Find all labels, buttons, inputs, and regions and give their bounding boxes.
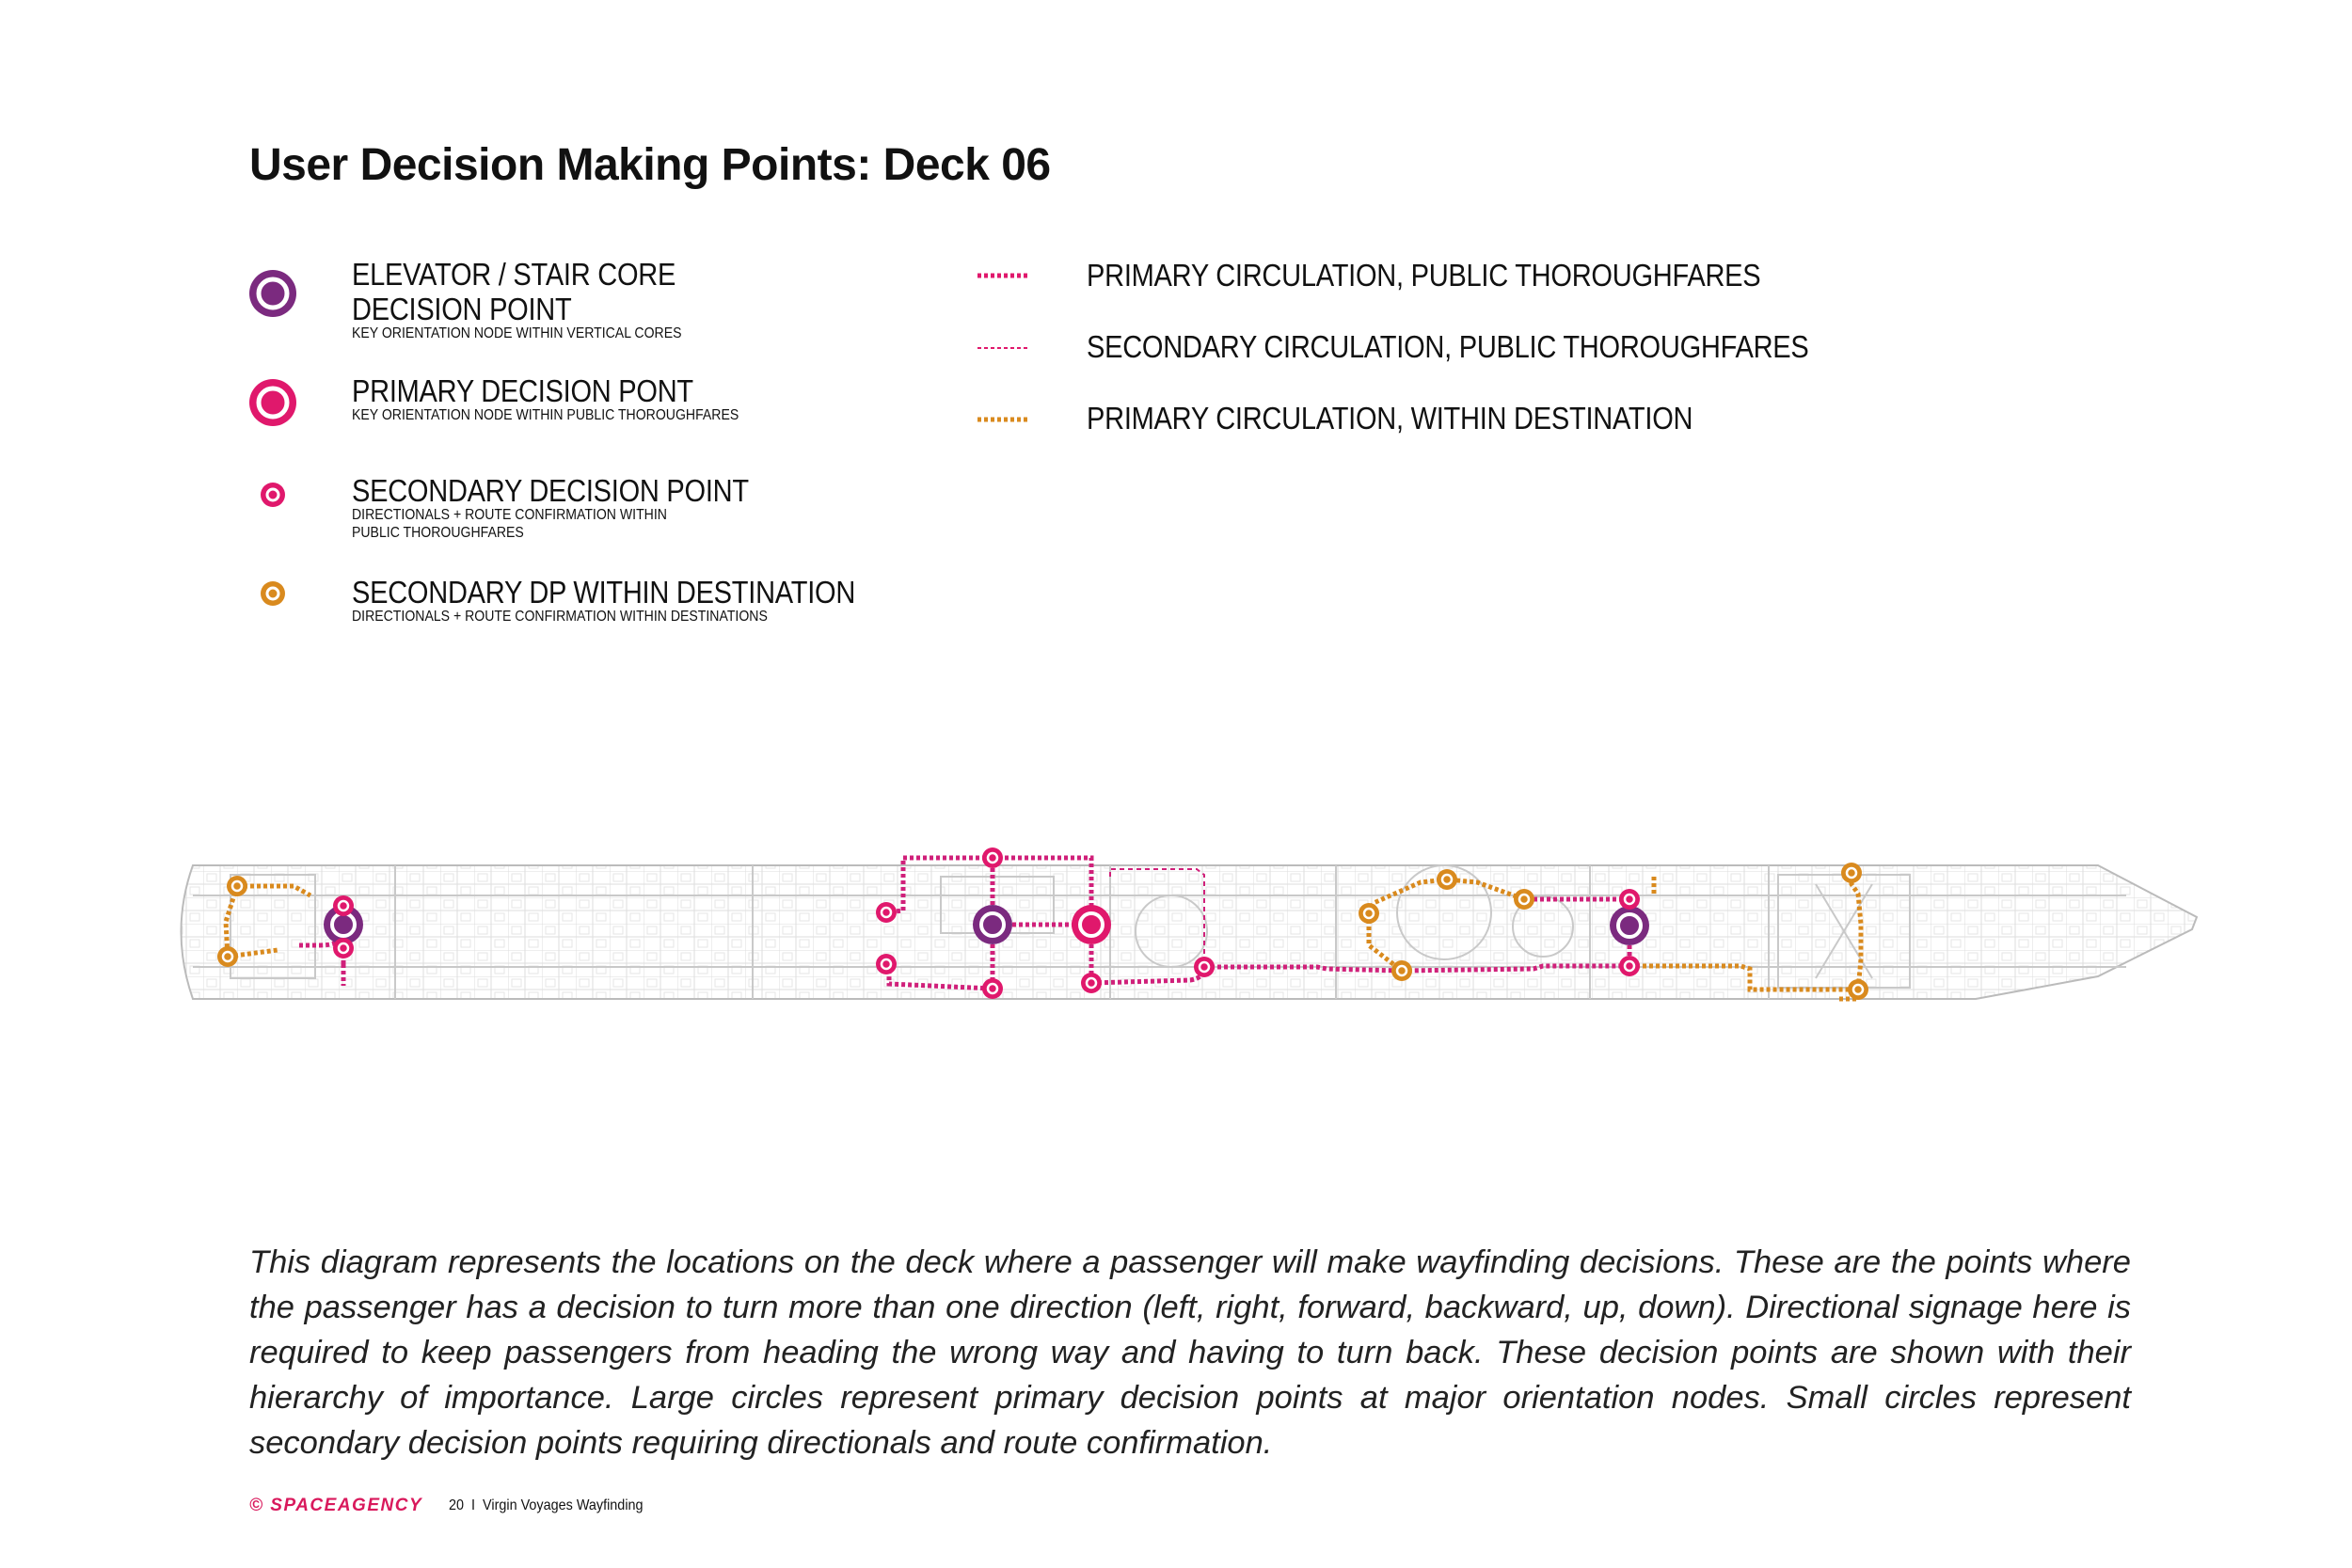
legend-elevator-label-2: DECISION POINT (352, 292, 572, 326)
destination-circulation-swatch-icon (977, 415, 1029, 424)
legend-line-secondary-public: SECONDARY CIRCULATION, PUBLIC THOROUGHFARES (1087, 329, 1809, 364)
deck-06-plan (0, 818, 2352, 1195)
legend-secondary-label: SECONDARY DECISION POINT (352, 473, 749, 508)
legend-primary-sub: KEY ORIENTATION NODE WITHIN PUBLIC THOROUGHFARES (352, 407, 739, 423)
ship-hull-outline (182, 865, 2198, 999)
primary-circulation-swatch-icon (977, 271, 1029, 280)
legend-primary-label: PRIMARY DECISION PONT (352, 373, 693, 408)
legend-line-primary-public: PRIMARY CIRCULATION, PUBLIC THOROUGHFARES (1087, 258, 1761, 293)
legend-elevator-label-1: ELEVATOR / STAIR CORE (352, 257, 676, 292)
legend-secondary-sub-2: PUBLIC THOROUGHFARES (352, 525, 524, 541)
primary-point-mid (1072, 905, 1111, 944)
legend-secondary-sub-1: DIRECTIONALS + ROUTE CONFIRMATION WITHIN (352, 507, 667, 523)
footer (249, 1492, 665, 1520)
brand-logo: © SPACEAGENCY (249, 1496, 423, 1515)
legend-elevator-sub: KEY ORIENTATION NODE WITHIN VERTICAL CORES (352, 325, 682, 341)
secondary-circulation-swatch-icon (977, 344, 1029, 352)
elevator-core-point-mid (973, 905, 1012, 944)
legend-line-destination: PRIMARY CIRCULATION, WITHIN DESTINATION (1087, 401, 1693, 436)
primary-point-icon (245, 374, 301, 431)
elevator-core-point-fwd (1610, 906, 1649, 945)
secondary-point-icon (258, 480, 288, 510)
legend-destination-label: SECONDARY DP WITHIN DESTINATION (352, 575, 856, 610)
page-number: 20 I Virgin Voyages Wayfinding (449, 1497, 644, 1513)
destination-point-icon (258, 578, 288, 609)
page-title: User Decision Making Points: Deck 06 (249, 140, 1051, 190)
elevator-core-point-icon (245, 265, 301, 322)
legend-destination-sub: DIRECTIONALS + ROUTE CONFIRMATION WITHIN DESTINATIONS (352, 609, 768, 625)
doc-title: Virgin Voyages Wayfinding (483, 1497, 644, 1513)
description-paragraph: This diagram represents the locations on the deck where a passenger will make wayfinding decisions. These are the points where the passenger has a decision to turn more than one direction (left, right, forward, backward, up, down). Directional signage here is required to keep passengers from heading the wrong way and having to turn back. These decision points are shown with their hierarchy of importance. Large circles represent primary decision points at major orientation nodes. Small circles represent secondary decision points requiring directionals and route confirmation. (249, 1244, 2131, 1461)
